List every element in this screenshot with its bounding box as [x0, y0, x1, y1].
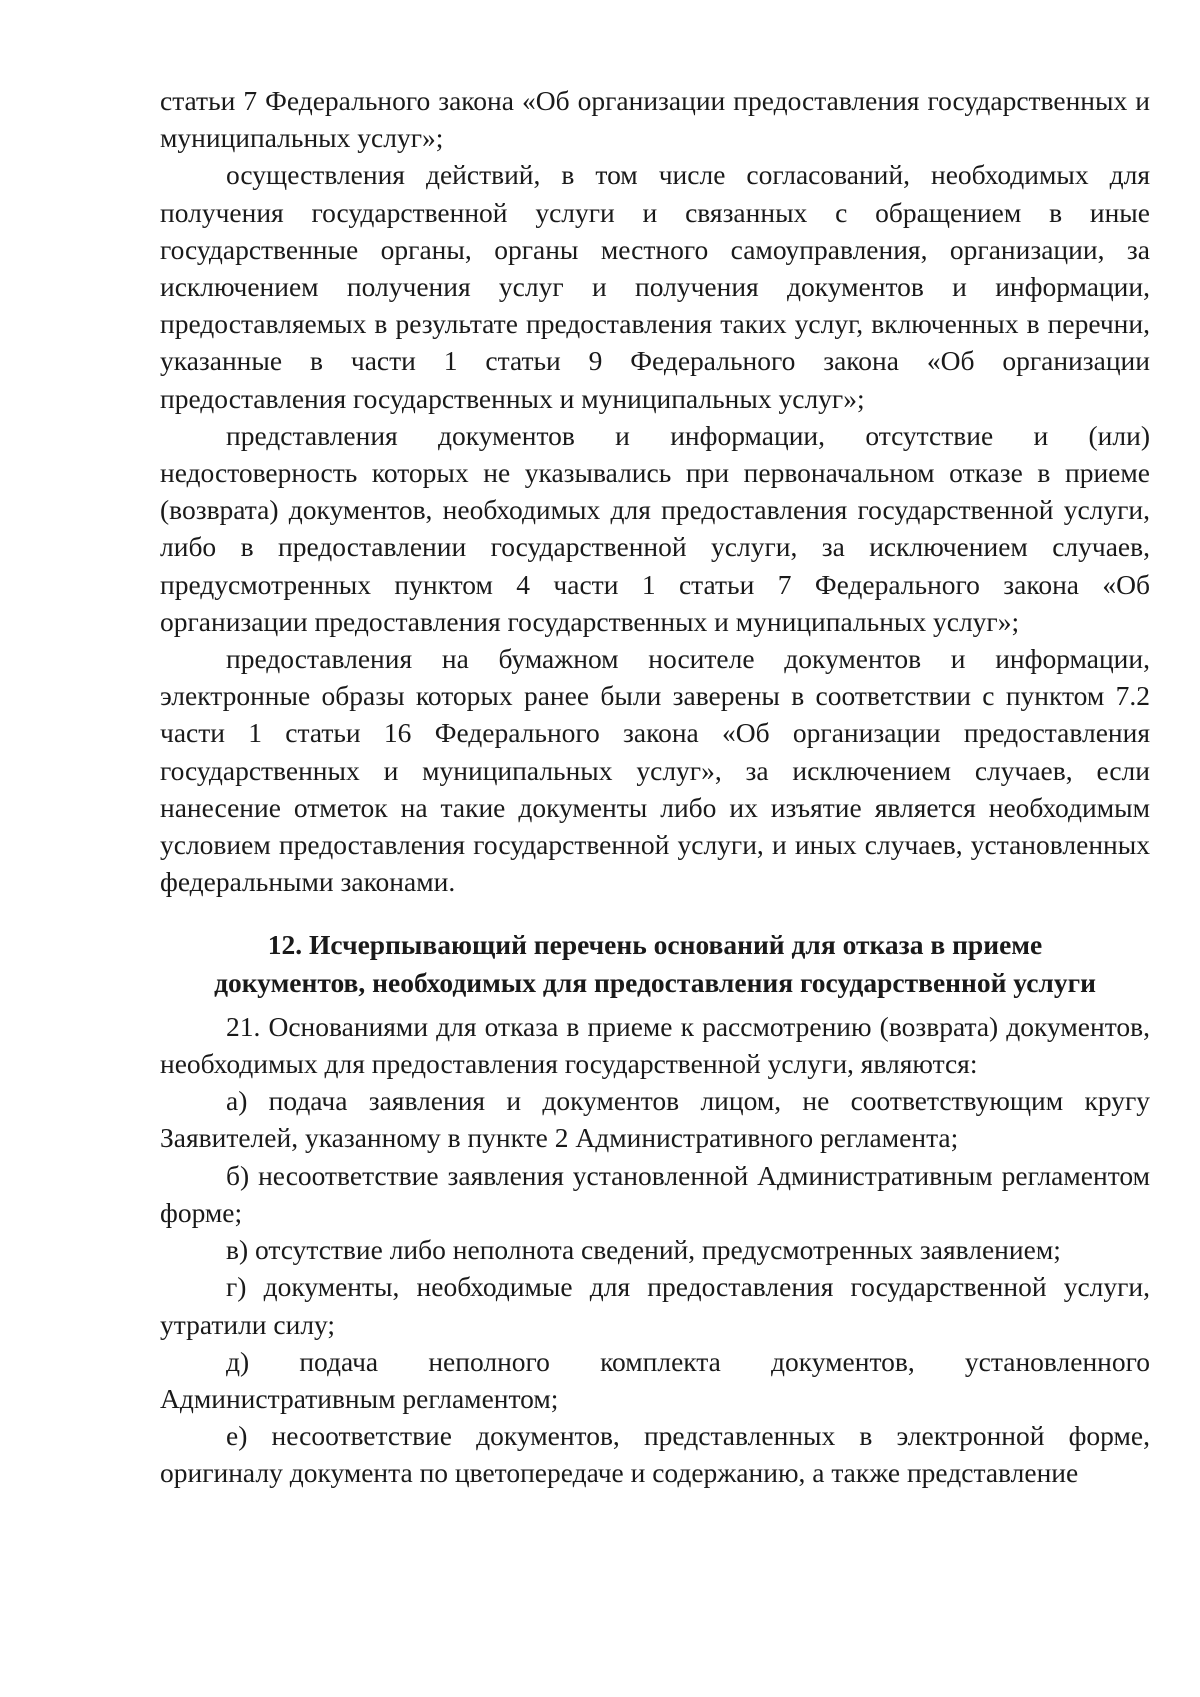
list-item-a: а) подача заявления и документов лицом, не соответствующим кругу Заявителей, указанному в пункте 2 Административного регламента;: [160, 1085, 1150, 1154]
paragraph-paper-documents: предоставления на бумажном носителе документов и информации, электронные образы которых ранее были заверены в соответствии с пунктом 7.2 части 1 статьи 16 Федерального закона «Об организации предоставления государственных и муниципальных услуг», за исключением случаев, если нанесение отметок на такие документы либо их изъятие является необходимым условием предоставления государственной услуги, и иных случаев, установленных федеральными законами.: [160, 643, 1150, 898]
paragraph-actions: осуществления действий, в том числе согласований, необходимых для получения государственной услуги и связанных с обращением в иные государственные органы, органы местного самоуправления, организации, за исключением получения услуг и получения документов и информации, предоставляемых в результате предоставления таких услуг, включенных в перечни, указанные в части 1 статьи 9 Федерального закона «Об организации предоставления государственных и муниципальных услуг»;: [160, 159, 1150, 414]
section-heading-line1: 12. Исчерпывающий перечень оснований для отказа в приеме: [267, 929, 1043, 961]
document-page: [160, 82, 1150, 1492]
list-item-d: д) подача неполного комплекта документов, установленного Административным регламентом;: [160, 1345, 1150, 1414]
section-heading-line2: документов, необходимых для предоставления государственной услуги: [214, 966, 1096, 998]
list-item-g: г) документы, необходимые для предоставления государственной услуги, утратили силу;: [160, 1271, 1150, 1340]
list-item-v: в) отсутствие либо неполнота сведений, предусмотренных заявлением;: [226, 1234, 1061, 1266]
paragraph-documents-presentation: представления документов и информации, отсутствие и (или) недостоверность которых не указывались при первоначальном отказе в приеме (возврата) документов, необходимых для предоставления государственной услуги, либо в предоставлении государственной услуги, за исключением случаев, предусмотренных пунктом 4 части 1 статьи 7 Федерального закона «Об организации предоставления государственных и муниципальных услуг»;: [160, 419, 1150, 637]
list-item-b: б) несоответствие заявления установленной Административным регламентом форме;: [160, 1159, 1150, 1228]
paragraph-item-21: 21. Основаниями для отказа в приеме к рассмотрению (возврата) документов, необходимых для предоставления государственной услуги, являются:: [160, 1010, 1150, 1080]
section-heading: [160, 926, 1150, 1000]
paragraph-continuation: статьи 7 Федерального закона «Об организации предоставления государственных и муниципальных услуг»;: [160, 85, 1150, 154]
list-item-e: е) несоответствие документов, представленных в электронной форме, оригиналу документа по цветопередаче и содержанию, а также представление: [160, 1420, 1150, 1489]
